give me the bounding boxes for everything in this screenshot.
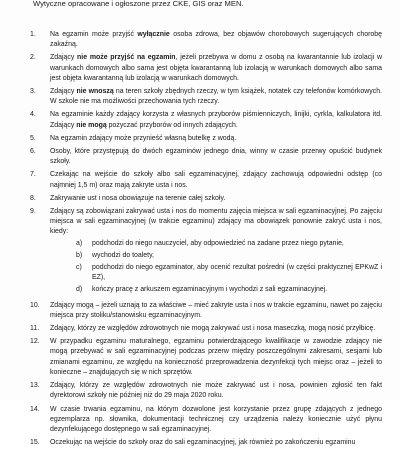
sub-list-letter: d) <box>76 286 83 294</box>
list-item-text <box>50 170 382 190</box>
text-segment: na teren szkoły zbędnych rzeczy, w tym książek, notatek czy telefonów komórkowych. W szkole nie ma możliwości przechowania tych rzeczy. <box>50 88 382 106</box>
list-item <box>30 438 382 448</box>
list-item-text <box>50 324 382 334</box>
sub-list-letter: b) <box>76 251 83 259</box>
list-item <box>30 134 382 144</box>
list-item-number: 14. <box>30 405 40 413</box>
text-segment: Na egzamin może przyjść <box>50 31 138 38</box>
text-segment: , jeżeli przebywa w domu z osobą na kwarantannie lub izolacji w warunkach domowych albo sama jest objęta kwarantanną lub izolacją w warunkach domowych albo sama jest objęta kwarantanną lub izolacją w warunkach domowych. <box>50 54 382 82</box>
emphasis-text: nie może przyjść na egzamin <box>77 54 176 62</box>
text-segment: Zdający <box>50 54 78 62</box>
list-item-number: 4. <box>30 111 36 119</box>
sub-list-text: podchodzi do niego nauczyciel, aby odpowiedzieć na zadane przez niego pytanie, <box>92 239 344 247</box>
list-item <box>30 381 382 401</box>
list-item-text <box>50 147 382 167</box>
sub-list-item <box>50 251 382 261</box>
list-item-number: 12. <box>30 338 40 346</box>
text-segment: Zakrywanie ust i nosa obowiązuje na terenie całej szkoły. <box>50 194 226 202</box>
list-item-number: 15. <box>30 439 40 447</box>
list-item <box>30 110 382 130</box>
list-item <box>30 194 382 204</box>
text-segment: Zdający, którzy ze względów zdrowotnych nie mogą zakrywać ust i nosa maseczką, mogą nosić przyłbicę. <box>50 325 376 333</box>
list-item <box>30 53 382 84</box>
list-item-text <box>50 87 382 107</box>
list-item-text <box>50 194 382 204</box>
sub-list-text: podchodzi do niego egzaminator, aby ocenić rezultat pośredni (w części praktycznej EPKwZ i EZ), <box>92 264 382 282</box>
text-segment: osoba zdrowa, bez objawów chorobowych sugerujących chorobę zakaźną. <box>50 31 382 49</box>
list-item-text <box>50 438 382 448</box>
guidelines-list <box>30 30 382 451</box>
sub-list-item <box>50 263 382 283</box>
list-item-number: 13. <box>30 382 40 390</box>
list-item-number: 6. <box>30 148 36 156</box>
list-item <box>30 337 382 378</box>
list-item-number: 2. <box>30 54 36 62</box>
list-item <box>30 405 382 436</box>
list-item-text <box>50 405 382 436</box>
text-segment: Na egzamin zdający może przynieść własną butelkę z wodą. <box>50 134 237 142</box>
text-segment: W przypadku egzaminu maturalnego, egzaminu potwierdzającego kwalifikacje w zawodzie zdający nie mogą przebywać w sali egzaminacyjnej podczas przerw między poszczególnymi zakresami, sesjami lub zmianami egzaminu, ze względu na konieczność przeprowadzenia dezynfekcji tych miejsc oraz – jeżeli to konieczne – znajdujących się w nich sprzętów. <box>50 338 382 376</box>
list-item-text <box>50 110 382 130</box>
sub-list-text: wychodzi do toalety, <box>92 251 154 259</box>
text-segment: Zdający są zobowiązani zakrywać usta i nos do momentu zajęcia miejsca w sali egzaminacyjnej. Po zajęciu miejsca w sali egzaminacyjnej (w trakcie egzaminu) zdający ma obowiązek ponownie zakryć usta i nos, kiedy: <box>50 208 382 236</box>
sub-list <box>50 239 382 296</box>
document-header: Wytyczne opracowane i ogłoszone przez CKE, GIS oraz MEN. <box>33 0 244 8</box>
list-item-text <box>50 134 382 144</box>
list-item <box>30 207 382 298</box>
list-item-number: 3. <box>30 88 36 96</box>
text-segment: Na egzaminie każdy zdający korzysta z własnych przyborów piśmienniczych, linijki, cyrkla, kalkulatora itd. Zdający <box>50 111 382 129</box>
list-item-number: 5. <box>30 134 36 142</box>
list-item <box>30 30 382 50</box>
sub-list-item <box>50 239 382 249</box>
list-item-text <box>50 30 382 50</box>
list-item <box>30 147 382 167</box>
list-item <box>30 87 382 107</box>
sub-list-item <box>50 285 382 295</box>
list-item-text <box>50 337 382 378</box>
list-item-number: 11. <box>30 325 40 333</box>
sub-list-letter: c) <box>76 264 82 272</box>
list-item-text <box>50 381 382 401</box>
text-segment: pożyczać przyborów od innych zdających. <box>106 121 238 129</box>
list-item-number: 10. <box>30 301 40 309</box>
sub-list-text: kończy pracę z arkuszem egzaminacyjnym i wychodzi z sali egzaminacyjnej. <box>92 286 328 294</box>
list-item-text <box>50 207 382 298</box>
emphasis-text: nie wnoszą <box>76 88 114 96</box>
list-item-number: 8. <box>30 194 36 202</box>
text-segment: Zdający mogą – jeżeli uznają to za właściwe – mieć zakryte usta i nos w trakcie egzaminu, nawet po zajęciu miejsca przy stoliku/stanowisku egzaminacyjnym. <box>50 301 382 319</box>
list-item <box>30 324 382 334</box>
list-item-text <box>50 301 382 321</box>
sub-list-letter: a) <box>76 239 83 247</box>
list-item-number: 9. <box>30 208 36 216</box>
list-item-number: 1. <box>30 31 36 38</box>
text-segment: Czekając na wejście do szkoły albo sali egzaminacyjnej, zdający zachowują odpowiedni odstęp (co najmniej 1,5 m) oraz mają zakryte usta i nos. <box>50 171 382 189</box>
text-segment: Oczekując na wejście do szkoły oraz do sali egzaminacyjnej, jak również po zakończeniu egzaminu <box>50 439 356 447</box>
text-segment: Zdający, którzy ze względów zdrowotnych nie może zakrywać ust i nosa, powinien zgłosić ten fakt dyrektorowi szkoły nie później niż do 29 maja 2020 roku. <box>50 382 382 400</box>
emphasis-text: wyłącznie <box>137 31 170 38</box>
text-segment: W czasie trwania egzaminu, na którym dozwolone jest korzystanie przez grupę zdających z jednego egzemplarza np. słownika, dokumentacji technicznej czy urządzenia należy koniecznie użyć płynu dezynfekującego dostępnego w sali egzaminacyjnej. <box>50 405 382 433</box>
list-item-number: 7. <box>30 171 36 179</box>
list-item <box>30 301 382 321</box>
text-segment: Osoby, które przystępują do dwóch egzaminów jednego dnia, winny w czasie przerwy opuścić budynek szkoły. <box>50 148 382 166</box>
list-item-text <box>50 53 382 84</box>
emphasis-text: nie mogą <box>76 121 107 129</box>
text-segment: Zdający <box>50 88 77 96</box>
list-item <box>30 170 382 190</box>
